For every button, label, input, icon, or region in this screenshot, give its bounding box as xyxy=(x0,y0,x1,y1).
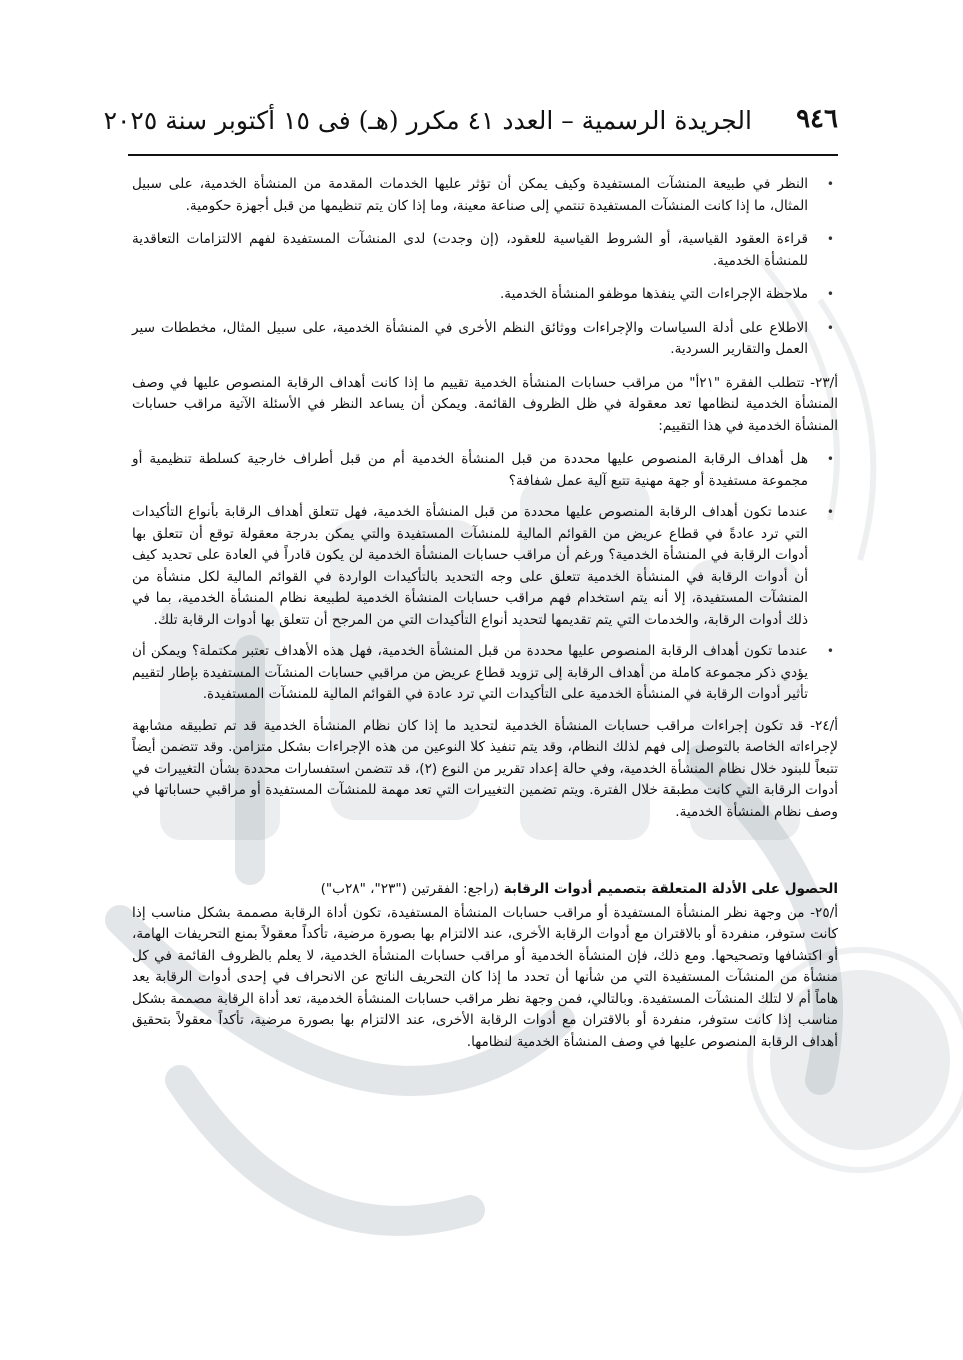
paragraph-text: تتطلب الفقرة "٢١أ" من مراقب حسابات المنشأة الخدمية تقييم ما إذا كانت أهداف الرقابة المنصوص عليها في وصف المنشأة الخدمية لنظامها تعد معقولة في ظل الظروف القائمة. ويمكن أن يساعد النظر في الأسئلة الآتية مراقب حسابات المنشأة الخدمية في هذا التقييم: xyxy=(132,374,838,434)
document-body xyxy=(132,174,838,1065)
list-item: • الاطلاع على أدلة السياسات والإجراءات ووثائق النظم الأخرى في المنشأة الخدمية، على سبيل المثال، مخططات سير العمل والتقارير السردية. xyxy=(132,319,834,357)
section-heading xyxy=(132,879,838,901)
paragraph-a24 xyxy=(132,716,838,824)
page-number: ٩٤٦ xyxy=(796,104,838,134)
bullet-icon: • xyxy=(826,232,834,246)
list-item: • قراءة العقود القياسية، أو الشروط القياسية للعقود، (إن وجدت) لدى المنشآت المستفيدة لفهم الالتزامات التعاقدية للمنشأة الخدمية. xyxy=(132,231,834,269)
paragraph-a25 xyxy=(132,903,838,1054)
bullet-icon: • xyxy=(826,505,834,519)
section-heading-reference: (راجع: الفقرتين ("٢٣"، "٢٨ب") xyxy=(320,881,499,897)
gazette-title: الجريدة الرسمية – العدد ٤١ مكرر (هـ) فى ١٥ أكتوبر سنة ٢٠٢٥ xyxy=(103,106,752,135)
list-item: • النظر في طبيعة المنشآت المستفيدة وكيف يمكن أن تؤثر عليها الخدمات المقدمة من المنشأة الخدمية، على سبيل المثال، ما إذا كانت المنشآت المستفيدة تنتمي إلى صناعة معينة، وما إذا كان يتم تنظيمها من قبل أجهزة حكومية. xyxy=(132,176,834,214)
section-heading-title: الحصول على الأدلة المتعلقة بتصميم أدوات الرقابة xyxy=(503,881,838,897)
bullet-icon: • xyxy=(826,320,834,335)
paragraph-a23 xyxy=(132,373,838,438)
list-item: • ملاحظة الإجراءات التي ينفذها موظفو المنشأة الخدمية. xyxy=(132,284,838,306)
paragraph-number: أ/٢٣- xyxy=(810,374,838,391)
list-item: • عندما تكون أهداف الرقابة المنصوص عليها محددة من قبل المنشأة الخدمية، فهل تتعلق أهداف الرقابة بأنواع التأكيدات التي ترد عادةً في قطاع عريض من القوائم المالية للمنشآت المستفيدة والتي يمكن بدرجة معقولة توقع أن تتعلق بها أدوات الرقابة في المنشأة الخدمية؟ ورغم أن مراقب حسابات المنشأة الخدمية لن يكون قادراً في العادة على تحديد كيف أن أدوات الرقابة في المنشأة الخدمية تتعلق على وجه التحديد بالتأكيدات الواردة في القوائم المالية لكل منشأة من المنشآت المستفيدة، إلا أنه يتم استخدام فهم مراقب حسابات المنشأة الخدمية لطبيعة نظام المنشأة الخدمية، بما في ذلك أدوات الرقابة، والخدمات التي يتم تقديمها لتحديد أنواع التأكيدات التي من المرجح أن تتعلق بها أدوات الرقابة تلك. xyxy=(132,504,834,628)
bullet-list-a23 xyxy=(132,449,838,706)
list-item: • عندما تكون أهداف الرقابة المنصوص عليها محددة من قبل المنشأة الخدمية، فهل هذه الأهداف تعتبر مكتملة؟ ويمكن أن يؤدي ذكر مجموعة كاملة من أهداف الرقابة إلى تزويد قطاع عريض من مراقبي حسابات المنشآت المستفيدة بإطار لتقييم تأثير أدوات الرقابة في المنشأة الخدمية على التأكيدات التي ترد عادة في القوائم المالية للمنشآت المستفيدة. xyxy=(132,643,834,702)
bullet-list-top xyxy=(132,174,838,361)
paragraph-text: من وجهة نظر المنشأة المستفيدة أو مراقب حسابات المنشأة المستفيدة، تكون أداة الرقابة مصممة بشكل مناسب إذا كانت ستوفر، منفردة أو بالاقتران مع أدوات الرقابة الأخرى، عند الالتزام بها بصورة مرضية، تأكداً معقولاً بمنع التحريفات الهامة، أو اكتشافها وتصحيحها. ومع ذلك، فإن المنشأة الخدمية أو مراقب حسابات المنشأة الخدمية، لا يعلم بالظروف القائمة في كل منشأة من المنشآت المستفيدة التي من شأنها أن تحدد ما إذا كان التحريف الناتج عن الانحراف في إحدى أدوات الرقابة يعد هاماً أم لا لتلك المنشآت المستفيدة. وبالتالي، فمن وجهة نظر مراقب حسابات المنشأة الخدمية، تعد أداة الرقابة مصممة بشكل مناسب إذا كانت ستوفر، منفردة أو بالاقتران مع أدوات الرقابة الأخرى، عند الالتزام بها بصورة مرضية، تأكداً معقولاً بتحقيق أهداف الرقابة المنصوص عليها في وصف المنشأة الخدمية لنظامها. xyxy=(132,904,838,1050)
bullet-icon: • xyxy=(826,177,834,191)
bullet-icon: • xyxy=(826,287,834,301)
paragraph-number: أ/٢٤- xyxy=(810,717,839,734)
page-header xyxy=(103,100,838,156)
bullet-icon: • xyxy=(826,452,834,466)
paragraph-number: أ/٢٥- xyxy=(810,904,838,921)
list-item: • هل أهداف الرقابة المنصوص عليها محددة من قبل المنشأة الخدمية أم من قبل أطراف خارجية كسلطة تنظيمية أو مجموعة مستفيدة أو جهة مهنية تتبع آلية عمل شفافة؟ xyxy=(132,451,834,489)
paragraph-text: قد تكون إجراءات مراقب حسابات المنشأة الخدمية لتحديد ما إذا كان نظام المنشأة الخدمية قد تم تطبيقه مشابهة لإجراءاته الخاصة بالتوصل إلى فهم لذلك النظام، وقد يتم تنفيذ كلا النوعين من هذه الإجراءات بشكل متزامن. وقد تتضمن أيضاً تتبعاً للبنود خلال نظام المنشأة الخدمية، وفي حالة إعداد تقرير من النوع (٢)، قد تتضمن استفسارات محددة بشأن التغييرات في أدوات الرقابة التي كانت مطبقة خلال الفترة. ويتم تضمين التغييرات التي تعد مهمة للمنشآت المستفيدة أو مراقبي حساباتها في وصف نظام المنشأة الخدمية. xyxy=(132,717,839,820)
bullet-icon: • xyxy=(826,644,834,658)
